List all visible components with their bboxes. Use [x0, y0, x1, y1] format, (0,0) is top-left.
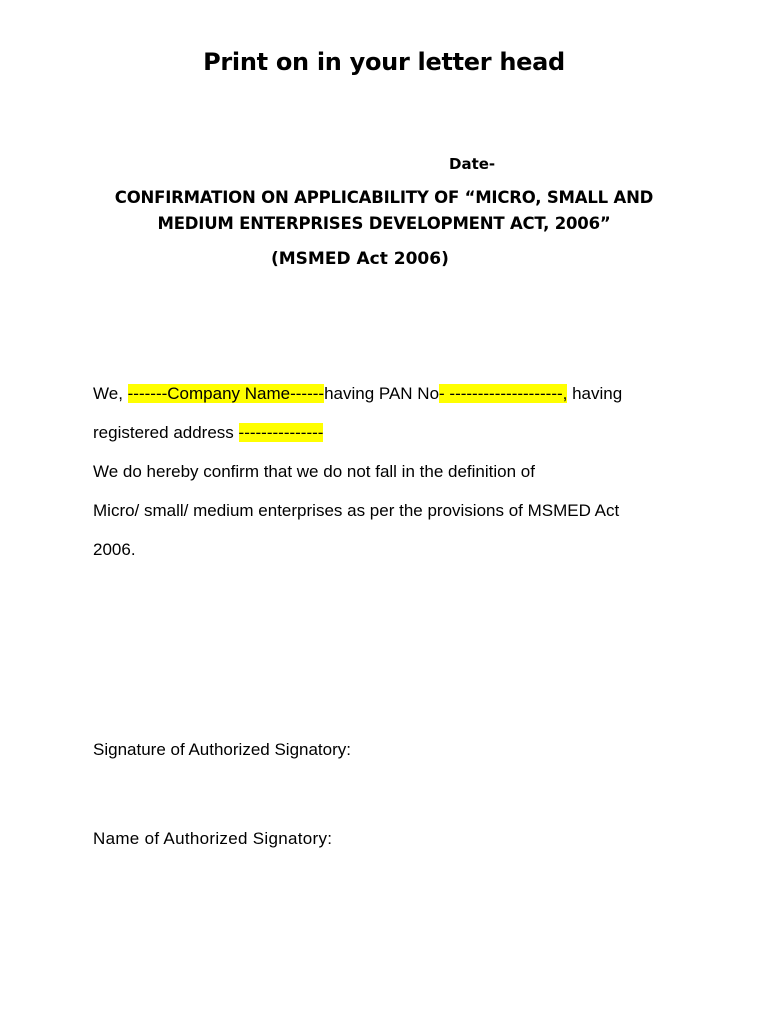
document-title-line-2: MEDIUM ENTERPRISES DEVELOPMENT ACT, 2006” [157, 214, 611, 233]
pan-number-placeholder: - --------------------, [439, 384, 568, 403]
registered-address-text: registered address [93, 423, 239, 442]
act-short-name: (MSMED Act 2006) [271, 249, 449, 269]
signature-label: Signature of Authorized Signatory: [93, 740, 351, 759]
confirmation-line-3: 2006. [93, 540, 136, 559]
document-title-line-1: CONFIRMATION ON APPLICABILITY OF “MICRO, SMALL AND [114, 188, 654, 207]
confirmation-line-1: We do hereby confirm that we do not fall in the definition of [93, 462, 535, 481]
having-suffix-text: having [567, 384, 623, 403]
declaration-line-1 [93, 384, 622, 404]
company-name-placeholder: -------Company Name------ [127, 384, 325, 403]
having-pan-text: having PAN No [324, 384, 440, 403]
date-label: Date- [449, 155, 496, 173]
confirmation-line-2: Micro/ small/ medium enterprises as per the provisions of MSMED Act [93, 501, 620, 520]
declaration-line-2 [93, 423, 323, 443]
name-label: Name of Authorized Signatory: [93, 829, 333, 848]
letterhead-instruction: Print on in your letter head [203, 48, 565, 76]
we-prefix: We, [93, 384, 128, 403]
address-placeholder: --------------- [238, 423, 324, 442]
